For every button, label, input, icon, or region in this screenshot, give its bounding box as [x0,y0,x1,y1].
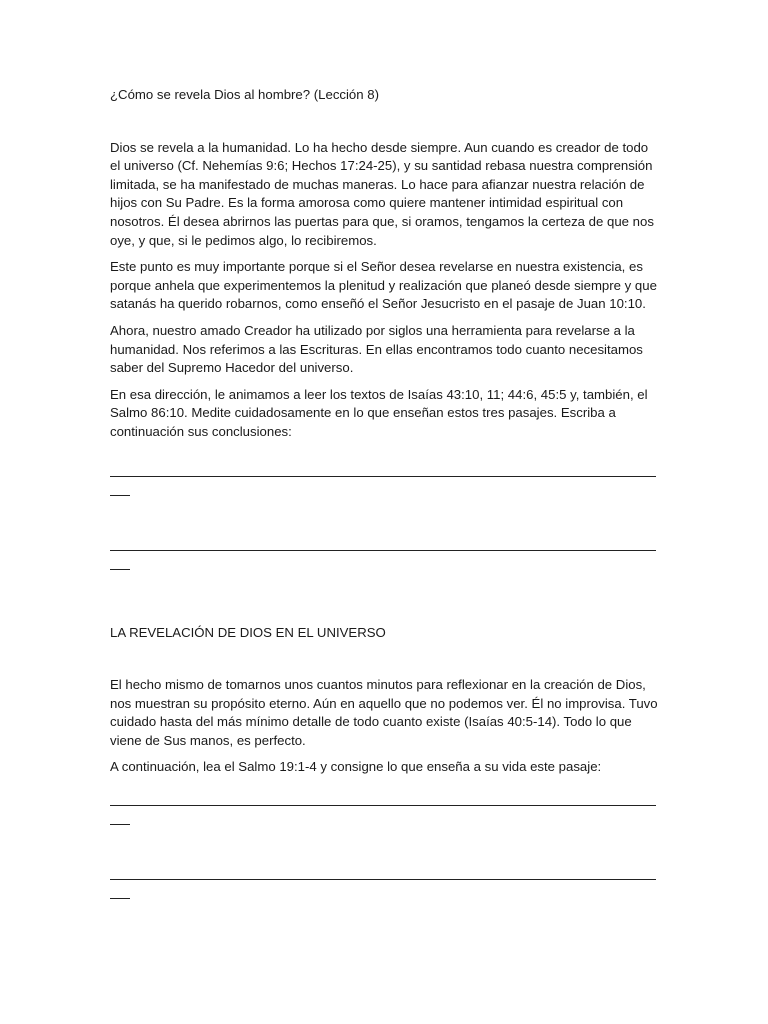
paragraph-3: Ahora, nuestro amado Creador ha utilizado por siglos una herramienta para revelarse a la humanidad. Nos referimos a las Escrituras. En ellas encontramos todo cuanto necesitamos saber del Supremo Hacedor del universo. [110,322,643,376]
paragraph-2: Este punto es muy importante porque si el Señor desea revelarse en nuestra existencia, es porque anhela que experimentemos la plenitud y realización que planeó desde siempre y que satanás ha querido robarnos, como enseñó el Señor Jesucristo en el pasaje de Juan 10:10. [110,259,657,312]
answer-lines-1 [110,476,658,586]
document-page [110,86,658,915]
answer-line-short [110,495,130,496]
spacer [110,586,658,624]
answer-line-short [110,898,130,899]
answer-line[interactable] [110,805,658,841]
answer-line-long [110,476,656,477]
answer-lines-2 [110,805,658,915]
answer-line-short [110,569,130,570]
answer-line-long [110,879,656,880]
answer-line[interactable] [110,550,658,586]
spacer [110,841,658,879]
section-title: LA REVELACIÓN DE DIOS EN EL UNIVERSO [110,624,386,640]
spacer [110,105,658,139]
answer-line[interactable] [110,879,658,915]
paragraph-4: En esa dirección, le animamos a leer los textos de Isaías 43:10, 11; 44:6, 45:5 y, también, el Salmo 86:10. Medite cuidadosamente en lo que enseñan estos tres pasajes. Escriba a continuación sus conclusiones: [110,386,648,439]
answer-line[interactable] [110,476,658,512]
section-paragraph-1: El hecho mismo de tomarnos unos cuantos minutos para reflexionar en la creación de Dios, nos muestran su propósito eterno. Aún en aquello que no podemos ver. Él no improvisa. Tuvo cuidado hasta del más mínimo detalle de todo cuanto existe (Isaías 40:5-14). Todo lo que viene de Sus manos, es perfecto. [110,677,658,748]
paragraph-1: Dios se revela a la humanidad. Lo ha hecho desde siempre. Aun cuando es creador de todo el universo (Cf. Nehemías 9:6; Hechos 17:24-25), y su santidad rebasa nuestra comprensión limitada, se ha manifestado de muchas maneras. Lo hace para afianzar nuestra relación de hijos con Su Padre. Es la forma amorosa como quiere mantener intimidad espiritual con nosotros. Él desea abrirnos las puertas para que, si oramos, tengamos la certeza de que nos oye, y que, si le pedimos algo, lo recibiremos. [110,139,654,248]
answer-line-short [110,824,130,825]
answer-line-long [110,550,656,551]
section-paragraph-2: A continuación, lea el Salmo 19:1-4 y consigne lo que enseña a su vida este pasaje: [110,759,602,775]
answer-line-long [110,805,656,806]
document-title: ¿Cómo se revela Dios al hombre? (Lección 8) [110,87,379,102]
spacer [110,642,658,676]
spacer [110,512,658,550]
